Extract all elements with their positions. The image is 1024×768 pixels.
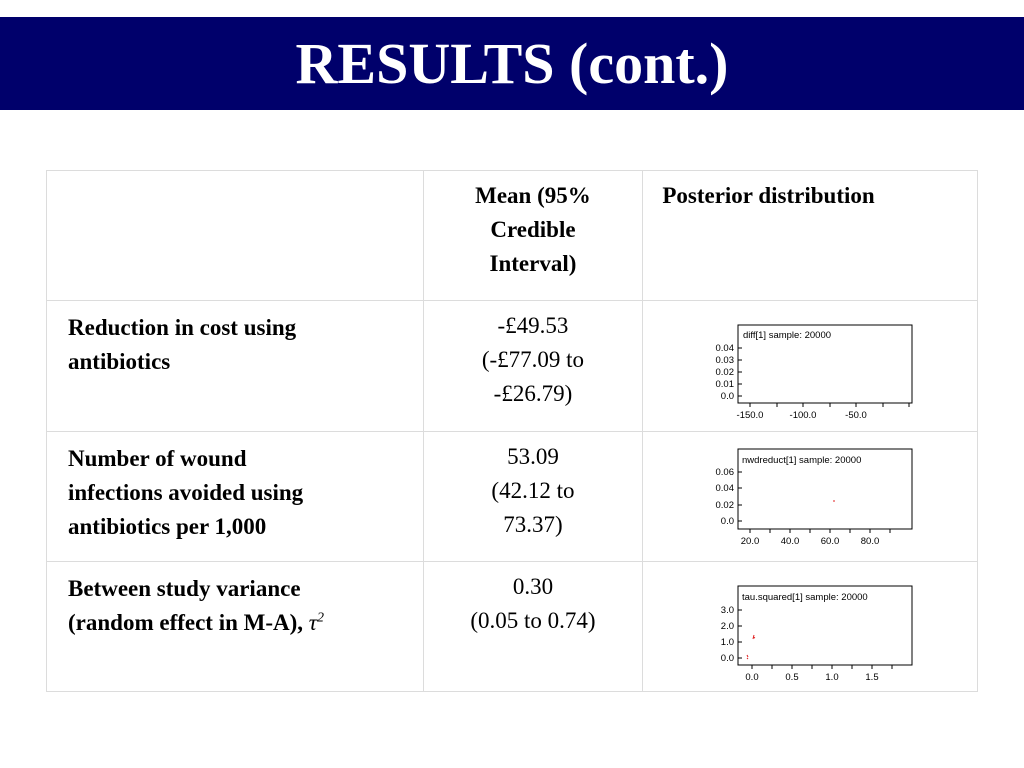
y-tick-label: 0.0 [721, 391, 735, 403]
row-mean-cell [423, 431, 643, 561]
x-tick-marks [750, 529, 890, 533]
x-tick-label: 40.0 [781, 535, 800, 547]
posterior-plot-infections [643, 432, 978, 562]
y-tick-label: 0.0 [721, 515, 735, 527]
table-row-variance [47, 561, 978, 691]
x-tick-label: 60.0 [821, 535, 840, 547]
plot-title: tau.squared[1] sample: 20000 [742, 591, 869, 603]
row-mean-line1: 53.09 [507, 443, 559, 469]
y-tick-label: 0.06 [715, 466, 735, 478]
plot-title: diff[1] sample: 20000 [743, 330, 832, 342]
x-tick-marks [750, 403, 909, 407]
y-tick-label: 0.02 [715, 499, 735, 511]
posterior-plot-cost [643, 301, 978, 431]
y-tick-label: 0.02 [715, 367, 735, 379]
y-tick-label: 3.0 [721, 604, 735, 616]
row-mean-line2: (0.05 to 0.74) [470, 607, 596, 633]
row-label-line1: Between study variance [68, 575, 301, 601]
x-tick-label: 0.5 [785, 671, 799, 683]
row-posterior-cell [643, 431, 978, 561]
header-mean-line3: Interval) [489, 251, 577, 276]
y-tick-label: 0.0 [721, 652, 735, 664]
tau-exponent: 2 [317, 610, 325, 626]
row-mean-line1: -£49.53 [497, 313, 569, 339]
x-tick-label: 1.5 [865, 671, 879, 683]
x-tick-label: -150.0 [736, 410, 764, 422]
slide-title: RESULTS (cont.) [295, 31, 729, 96]
row-label-line2: (random effect in M-A), [68, 609, 304, 635]
row-label-cell [47, 561, 424, 691]
table-header-row [47, 171, 978, 301]
row-label-line2: infections avoided using [68, 479, 304, 505]
row-posterior-cell [643, 561, 978, 691]
header-mean-line2: Credible [490, 217, 576, 242]
plot-title: nwdreduct[1] sample: 20000 [742, 454, 862, 466]
row-label-line1: Number of wound [68, 445, 247, 471]
row-label-cell [47, 431, 424, 561]
row-mean-cell [423, 561, 643, 691]
y-tick-label: 0.04 [715, 343, 735, 355]
tau-symbol: τ [308, 609, 318, 635]
x-tick-marks [752, 665, 892, 669]
x-tick-label: -50.0 [845, 410, 868, 422]
row-mean-line3: 73.37) [503, 511, 563, 537]
y-tick-label: 0.01 [715, 379, 735, 391]
posterior-plot-variance [643, 562, 978, 692]
row-label-line2: antibiotics [68, 349, 171, 375]
row-label-line3: antibiotics per 1,000 [68, 513, 267, 539]
x-tick-label: 80.0 [861, 535, 880, 547]
row-label-line2-wrap [68, 606, 413, 640]
header-mean-cell [423, 171, 643, 301]
header-mean-line1: Mean (95% [475, 183, 591, 208]
row-mean-line2: (-£77.09 to [481, 347, 585, 373]
x-tick-label: 20.0 [741, 535, 760, 547]
row-label-cell [47, 301, 424, 431]
row-posterior-cell [643, 301, 978, 431]
y-tick-label: 2.0 [721, 620, 735, 632]
table-row-cost [47, 301, 978, 431]
title-bar [0, 17, 1024, 110]
x-tick-label: 1.0 [825, 671, 839, 683]
row-label-line1: Reduction in cost using [68, 315, 297, 341]
y-tick-label: 0.04 [715, 482, 735, 494]
row-mean-line3: -£26.79) [493, 381, 573, 407]
x-tick-label: 0.0 [745, 671, 759, 683]
results-table [46, 170, 978, 692]
x-tick-label: -100.0 [789, 410, 817, 422]
header-posterior-cell: Posterior distribution [643, 171, 978, 301]
header-empty-cell [47, 171, 424, 301]
y-tick-label: 0.03 [715, 355, 735, 367]
row-mean-line2: (42.12 to [491, 477, 575, 503]
table-row-infections [47, 431, 978, 561]
row-mean-cell [423, 301, 643, 431]
y-tick-label: 1.0 [721, 636, 735, 648]
row-mean-line1: 0.30 [512, 573, 554, 599]
